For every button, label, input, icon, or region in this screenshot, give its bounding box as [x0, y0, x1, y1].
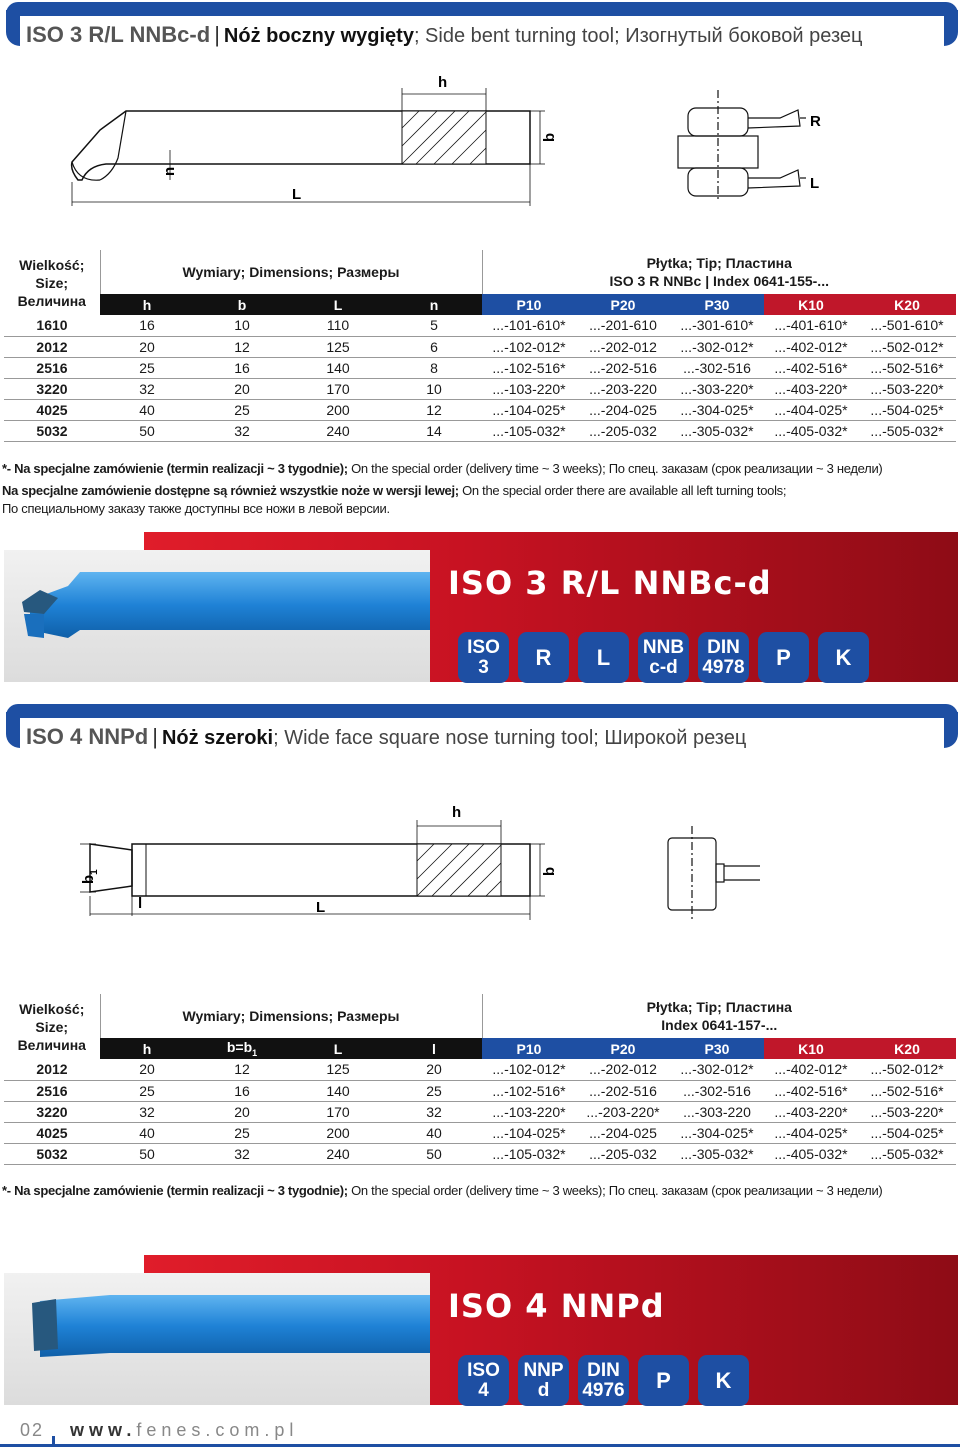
note-special-order: *- Na specjalne zamówienie (termin realizacji ~ 3 tygodnie); On the special order (delivery time ~ 3 weeks); По спец. заказам (срок реализации ~ 3 недели): [2, 1183, 883, 1198]
table-cell: 32: [100, 378, 194, 399]
table-cell: ...-104-025*: [482, 1122, 576, 1143]
table-cell: ...-103-220*: [482, 378, 576, 399]
table-cell: ...-404-025*: [764, 1122, 858, 1143]
dims-header: Wymiary; Dimensions; Размеры: [100, 250, 482, 294]
table-row: [4, 420, 956, 441]
col-p30: P30: [670, 1038, 764, 1059]
table-cell: ...-205-032: [576, 1143, 670, 1164]
table-cell: ...-101-610*: [482, 315, 576, 336]
table-cell: ...-502-012*: [858, 336, 956, 357]
table-cell: ...-203-220: [576, 378, 670, 399]
table-cell: ...-103-220*: [482, 1101, 576, 1122]
table-cell: ...-402-012*: [764, 336, 858, 357]
table-row: [4, 1122, 956, 1143]
tool-code: ISO 4 NNPd: [26, 724, 149, 749]
col-k20: K20: [858, 1038, 956, 1059]
col-p20: P20: [576, 1038, 670, 1059]
table-cell: 40: [386, 1122, 482, 1143]
note-left-tools: Na specjalne zamówienie dostępne są również wszystkie noże w wersji lewej; On the special order there are available all left turning tools;: [2, 483, 787, 498]
note-left-tools-ru: По специальному заказу также доступны все ножи в левой версии.: [2, 501, 390, 516]
table-cell: ...-102-516*: [482, 1080, 576, 1101]
table-cell: 200: [290, 1122, 386, 1143]
table-cell: ...-202-012: [576, 1059, 670, 1080]
banner-title: ISO 3 R/L NNBc-d: [448, 564, 772, 602]
table-cell: 10: [194, 315, 290, 336]
tool-image: [10, 568, 430, 659]
size-cell: 4025: [4, 399, 100, 420]
feature-badge: L: [578, 632, 629, 683]
table-cell: ...-201-610: [576, 315, 670, 336]
size-cell: 2516: [4, 357, 100, 378]
table-row: [4, 1080, 956, 1101]
table-cell: ...-504-025*: [858, 1122, 956, 1143]
table-cell: ...-202-516: [576, 357, 670, 378]
table-cell: ...-105-032*: [482, 1143, 576, 1164]
table-cell: 20: [194, 1101, 290, 1122]
feature-badge: NNP d: [518, 1355, 569, 1406]
table-cell: ...-401-610*: [764, 315, 858, 336]
table-cell: 170: [290, 1101, 386, 1122]
spec-table-iso3: [4, 250, 956, 442]
table-cell: 20: [100, 336, 194, 357]
size-header: Wielkość; Size; Величина: [17, 257, 86, 309]
feature-badge: DIN 4978: [698, 632, 749, 683]
feature-badge: R: [518, 632, 569, 683]
table-cell: 20: [194, 378, 290, 399]
size-cell: 5032: [4, 1143, 100, 1164]
table-cell: ...-302-012*: [670, 1059, 764, 1080]
table-cell: 140: [290, 1080, 386, 1101]
table-row: [4, 1101, 956, 1122]
product-banner-iso3: [4, 532, 958, 682]
table-cell: 32: [194, 1143, 290, 1164]
table-cell: 16: [194, 1080, 290, 1101]
col-l: l: [386, 1038, 482, 1059]
table-cell: ...-501-610*: [858, 315, 956, 336]
table-cell: ...-502-516*: [858, 1080, 956, 1101]
col-L: L: [290, 1038, 386, 1059]
table-cell: ...-204-025: [576, 399, 670, 420]
table-cell: 32: [194, 420, 290, 441]
table-cell: ...-405-032*: [764, 1143, 858, 1164]
website-link[interactable]: www.fenes.com.pl: [70, 1420, 299, 1440]
table-cell: ...-205-032: [576, 420, 670, 441]
size-header: Wielkość; Size; Величина: [17, 1001, 86, 1053]
size-cell: 4025: [4, 1122, 100, 1143]
table-cell: ...-502-516*: [858, 357, 956, 378]
feature-badge: K: [698, 1355, 749, 1406]
dim-b1: $b_1$: [80, 869, 100, 884]
table-cell: 40: [100, 1122, 194, 1143]
col-L: L: [290, 294, 386, 315]
table-row: [4, 399, 956, 420]
feature-badge: DIN 4976: [578, 1355, 629, 1406]
size-cell: 2012: [4, 336, 100, 357]
table-cell: 125: [290, 1059, 386, 1080]
dim-b: b: [541, 866, 558, 876]
table-cell: ...-402-516*: [764, 357, 858, 378]
table-cell: ...-305-032*: [670, 420, 764, 441]
dim-h: h: [452, 804, 462, 821]
col-k20: K20: [858, 294, 956, 315]
table-cell: ...-404-025*: [764, 399, 858, 420]
table-cell: ...-304-025*: [670, 1122, 764, 1143]
table-cell: 16: [100, 315, 194, 336]
table-cell: 50: [100, 420, 194, 441]
table-cell: 170: [290, 378, 386, 399]
table-cell: 25: [194, 399, 290, 420]
table-cell: 25: [100, 357, 194, 378]
table-cell: 40: [100, 399, 194, 420]
table-cell: ...-102-012*: [482, 1059, 576, 1080]
table-cell: 25: [386, 1080, 482, 1101]
tool-name-pl: Nóż szeroki: [161, 727, 274, 749]
table-cell: 12: [194, 336, 290, 357]
table-row: [4, 378, 956, 399]
spec-table-iso4: [4, 994, 956, 1165]
col-p30: P30: [670, 294, 764, 315]
table-cell: 12: [194, 1059, 290, 1080]
table-row: [4, 336, 956, 357]
table-cell: ...-505-032*: [858, 1143, 956, 1164]
col-p10: P10: [482, 294, 576, 315]
size-cell: 1610: [4, 315, 100, 336]
col-h: h: [100, 1038, 194, 1059]
dim-L: L: [316, 899, 326, 916]
table-cell: ...-302-516: [670, 357, 764, 378]
section-title: ISO 4 NNPd | Nóż szeroki; Wide face square nose turning tool; Широкой резец: [26, 724, 747, 749]
footer-rule: [0, 1444, 960, 1447]
table-cell: ...-305-032*: [670, 1143, 764, 1164]
col-k10: K10: [764, 294, 858, 315]
table-cell: 32: [386, 1101, 482, 1122]
table-row: [4, 357, 956, 378]
table-cell: ...-503-220*: [858, 378, 956, 399]
table-cell: 25: [194, 1122, 290, 1143]
table-cell: 8: [386, 357, 482, 378]
feature-badge: ISO 3: [458, 632, 509, 683]
insert-header: Płytka; Tip; Пластина ISO 3 R NNBc | Index 0641-155-...: [609, 255, 829, 289]
table-cell: 200: [290, 399, 386, 420]
table-cell: 10: [386, 378, 482, 399]
section-header-iso4: [0, 704, 960, 754]
col-k10: K10: [764, 1038, 858, 1059]
section-header-iso3: [0, 2, 960, 52]
table-row: [4, 315, 956, 336]
table-row: [4, 1143, 956, 1164]
table-cell: ...-204-025: [576, 1122, 670, 1143]
table-cell: ...-505-032*: [858, 420, 956, 441]
table-cell: ...-302-516: [670, 1080, 764, 1101]
feature-badge: K: [818, 632, 869, 683]
dim-n: n: [161, 166, 178, 176]
section-title: ISO 3 R/L NNBc-d | Nóż boczny wygięty; Side bent turning tool; Изогнутый боковой резец: [26, 22, 863, 47]
feature-badge: P: [758, 632, 809, 683]
table-cell: 32: [100, 1101, 194, 1122]
size-cell: 2012: [4, 1059, 100, 1080]
table-cell: ...-202-012: [576, 336, 670, 357]
view-R: R: [810, 113, 821, 130]
dim-h: h: [438, 74, 448, 91]
table-cell: 6: [386, 336, 482, 357]
dim-L: L: [292, 186, 302, 203]
table-cell: ...-304-025*: [670, 399, 764, 420]
table-cell: 14: [386, 420, 482, 441]
table-cell: 12: [386, 399, 482, 420]
tool-name-rest: ; Wide face square nose turning tool; Широкой резец: [273, 727, 747, 749]
table-cell: ...-403-220*: [764, 1101, 858, 1122]
tool-name-rest: ; Side bent turning tool; Изогнутый боковой резец: [413, 25, 863, 47]
dims-header: Wymiary; Dimensions; Размеры: [100, 994, 482, 1038]
note-special-order: *- Na specjalne zamówienie (termin realizacji ~ 3 tygodnie); On the special order (delivery time ~ 3 weeks); По спец. заказам (срок реализации ~ 3 недели): [2, 461, 883, 476]
view-L: L: [810, 175, 820, 192]
table-cell: 20: [386, 1059, 482, 1080]
table-cell: 25: [100, 1080, 194, 1101]
col-n: n: [386, 294, 482, 315]
col-p20: P20: [576, 294, 670, 315]
tool-image: [10, 1291, 430, 1382]
size-cell: 5032: [4, 420, 100, 441]
table-cell: 240: [290, 420, 386, 441]
table-cell: ...-504-025*: [858, 399, 956, 420]
tool-code: ISO 3 R/L NNBc-d: [26, 22, 211, 47]
table-cell: 20: [100, 1059, 194, 1080]
table-cell: ...-104-025*: [482, 399, 576, 420]
table-cell: 16: [194, 357, 290, 378]
product-banner-iso4: [4, 1255, 958, 1405]
table-cell: ...-102-012*: [482, 336, 576, 357]
table-cell: ...-402-516*: [764, 1080, 858, 1101]
table-cell: 5: [386, 315, 482, 336]
table-cell: ...-403-220*: [764, 378, 858, 399]
feature-badge: ISO 4: [458, 1355, 509, 1406]
technical-drawing-iso4: [60, 800, 760, 920]
table-cell: ...-202-516: [576, 1080, 670, 1101]
table-cell: 50: [386, 1143, 482, 1164]
dim-l: l: [138, 895, 143, 912]
table-cell: ...-102-516*: [482, 357, 576, 378]
table-row: [4, 1059, 956, 1080]
size-cell: 3220: [4, 1101, 100, 1122]
table-cell: 50: [100, 1143, 194, 1164]
table-cell: ...-502-012*: [858, 1059, 956, 1080]
table-cell: ...-503-220*: [858, 1101, 956, 1122]
col-p10: P10: [482, 1038, 576, 1059]
dim-b: b: [541, 132, 558, 142]
table-cell: ...-301-610*: [670, 315, 764, 336]
table-cell: 110: [290, 315, 386, 336]
technical-drawing-iso3: [60, 70, 840, 210]
table-cell: ...-105-032*: [482, 420, 576, 441]
table-cell: 140: [290, 357, 386, 378]
table-cell: 125: [290, 336, 386, 357]
table-cell: ...-405-032*: [764, 420, 858, 441]
table-cell: ...-302-012*: [670, 336, 764, 357]
size-cell: 2516: [4, 1080, 100, 1101]
page-number: 02: [20, 1420, 45, 1440]
feature-badge: P: [638, 1355, 689, 1406]
col-b-b1: $b=b_1$: [194, 1038, 290, 1059]
table-cell: ...-303-220: [670, 1101, 764, 1122]
feature-badge: NNB c-d: [638, 632, 689, 683]
table-cell: ...-203-220*: [576, 1101, 670, 1122]
col-b: b: [194, 294, 290, 315]
col-h: h: [100, 294, 194, 315]
banner-title: ISO 4 NNPd: [448, 1287, 665, 1325]
table-cell: 240: [290, 1143, 386, 1164]
table-cell: ...-402-012*: [764, 1059, 858, 1080]
tool-name-pl: Nóż boczny wygięty: [223, 25, 414, 47]
table-cell: ...-303-220*: [670, 378, 764, 399]
size-cell: 3220: [4, 378, 100, 399]
insert-header: Płytka; Tip; Пластина Index 0641-157-...: [646, 999, 792, 1033]
